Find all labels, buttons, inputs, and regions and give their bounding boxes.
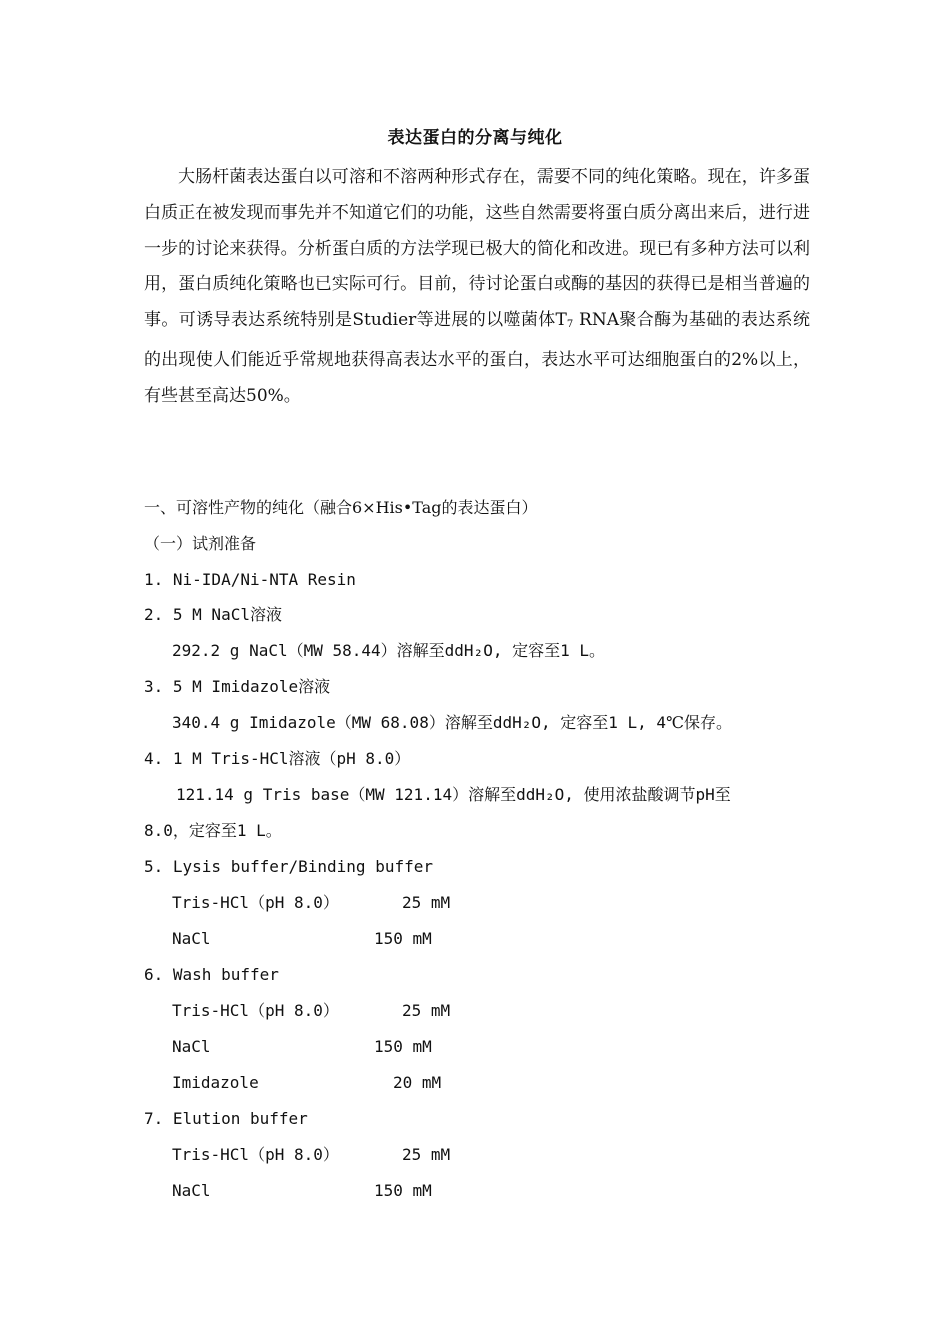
buffer-component: NaCl [172, 1181, 211, 1200]
document-title: 表达蛋白的分离与纯化 [387, 128, 563, 148]
buffer-row [172, 927, 492, 951]
buffer-row [172, 1035, 492, 1059]
intro-subscript: 7 [566, 319, 574, 331]
list-item-4: 4. 1 M Tris-HCl溶液（pH 8.0） [144, 749, 411, 768]
intro-paragraph [144, 160, 810, 415]
buffer-component: NaCl [172, 1037, 211, 1056]
buffer-component: Tris-HCl（pH 8.0） [172, 1001, 339, 1020]
buffer-row [172, 999, 492, 1023]
section-heading-soluble: 一、可溶性产物的纯化（融合6×His•Tag的表达蛋白） [144, 498, 538, 517]
buffer-component: Tris-HCl（pH 8.0） [172, 1145, 339, 1164]
buffer-concentration: 20 mM [393, 1073, 442, 1092]
buffer-concentration: 25 mM [402, 1145, 451, 1164]
buffer-component: Imidazole [172, 1073, 259, 1092]
subsection-heading-reagents: （一）试剂准备 [144, 534, 257, 553]
buffer-concentration: 150 mM [374, 1037, 432, 1056]
intro-text-b: RNA聚合酶为基础的表达系统的出现使人们能近乎常规地获得高表达水平的蛋白，表达水平可达细胞蛋白的2%以上，有些甚至高达50%。 [144, 310, 810, 406]
buffer-row [172, 1179, 492, 1203]
list-item-5: 5. Lysis buffer/Binding buffer [144, 857, 433, 876]
list-item-2-desc: 292.2 g NaCl（MW 58.44）溶解至ddH₂O, 定容至1 L。 [172, 641, 605, 660]
list-item-2: 2. 5 M NaCl溶液 [144, 605, 282, 624]
buffer-concentration: 150 mM [374, 929, 432, 948]
buffer-concentration: 25 mM [402, 893, 451, 912]
list-item-6: 6. Wash buffer [144, 965, 279, 984]
buffer-row [172, 1071, 492, 1095]
buffer-concentration: 25 mM [402, 1001, 451, 1020]
buffer-component: Tris-HCl（pH 8.0） [172, 893, 339, 912]
buffer-row [172, 1143, 492, 1167]
list-item-4-desc-line2: 8.0，定容至1 L。 [144, 821, 282, 840]
list-item-7: 7. Elution buffer [144, 1109, 308, 1128]
buffer-concentration: 150 mM [374, 1181, 432, 1200]
list-item-4-desc-line1: 121.14 g Tris base（MW 121.14）溶解至ddH₂O, 使用浓盐酸调节pH至 [176, 785, 731, 804]
list-item-3: 3. 5 M Imidazole溶液 [144, 677, 331, 696]
buffer-row [172, 891, 492, 915]
intro-text-a: 大肠杆菌表达蛋白以可溶和不溶两种形式存在，需要不同的纯化策略。现在，许多蛋白质正在被发现而事先并不知道它们的功能，这些自然需要将蛋白质分离出来后，进行进一步的讨论来获得。分析蛋白质的方法学现已极大的简化和改进。现已有多种方法可以利用，蛋白质纯化策略也已实际可行。目前，待讨论蛋白或酶的基因的获得已是相当普遍的事。可诱导表达系统特别是Studier等进展的以噬菌体T [144, 167, 810, 331]
list-item-1: 1. Ni-IDA/Ni-NTA Resin [144, 570, 356, 589]
list-item-3-desc: 340.4 g Imidazole（MW 68.08）溶解至ddH₂O, 定容至1 L, 4℃保存。 [172, 713, 732, 732]
buffer-component: NaCl [172, 929, 211, 948]
